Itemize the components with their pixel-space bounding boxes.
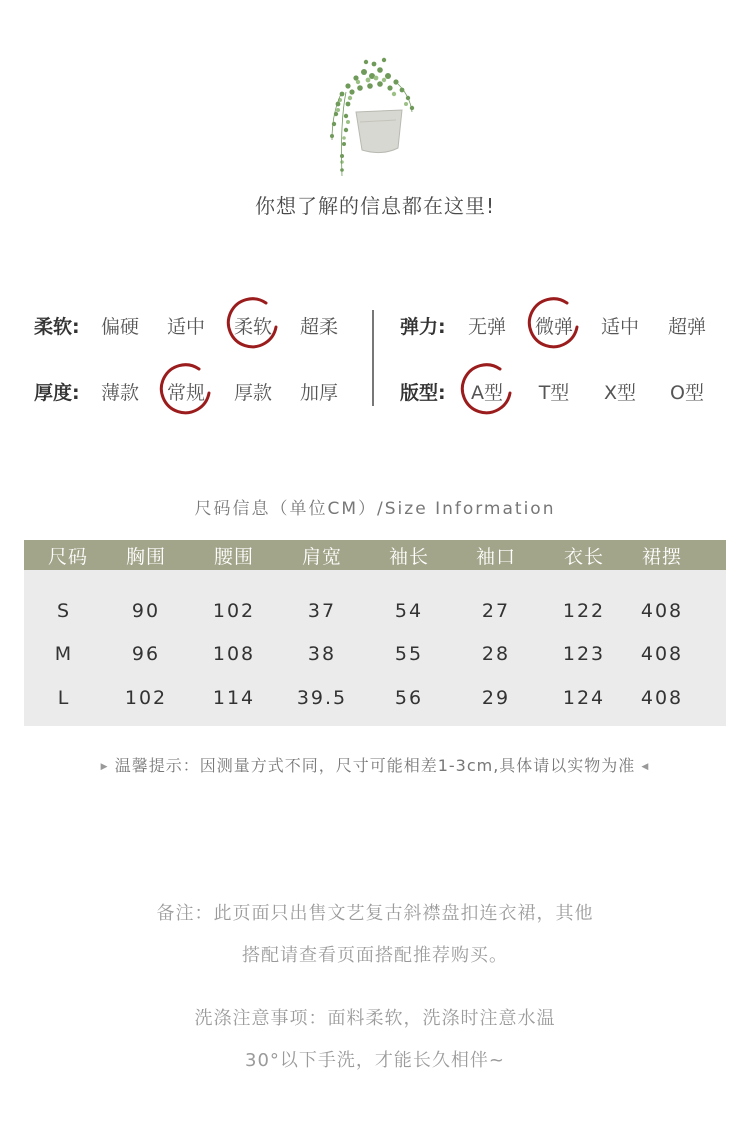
table-cell: 114 (212, 687, 256, 709)
triangle-right-icon: ▶ (100, 762, 109, 772)
measurement-tip (0, 753, 750, 776)
remark-line-2: 搭配请查看页面搭配推荐购买。 (242, 945, 508, 966)
table-cell: 29 (481, 687, 511, 709)
fit-label: 版型: (400, 382, 446, 404)
elasticity-option-1: 无弹 (467, 316, 506, 338)
table-cell: L (57, 687, 71, 709)
size-section-title: 尺码信息（单位CM）/Size Information (194, 499, 556, 519)
table-header-cell: 胸围 (125, 546, 166, 568)
measurement-tip-text: 温馨提示：因测量方式不同，尺寸可能相差1-3cm,具体请以实物为准 (114, 756, 636, 775)
table-cell: 102 (124, 687, 168, 709)
softness-option-1: 偏硬 (100, 316, 139, 338)
washing-line-1: 洗涤注意事项：面料柔软，洗涤时注意水温 (194, 1008, 556, 1029)
thickness-option-4: 加厚 (299, 382, 338, 404)
table-cell: 108 (212, 643, 256, 665)
fit-option-3: X型 (603, 382, 637, 404)
selection-circle-icon (226, 297, 280, 351)
table-header-cell: 肩宽 (301, 546, 342, 568)
table-header-cell: 袖长 (388, 546, 429, 568)
attribute-divider (372, 310, 374, 406)
table-cell: 123 (562, 643, 606, 665)
table-cell: S (56, 600, 72, 622)
thickness-option-2: 常规 (166, 382, 205, 404)
softness-option-3: 柔软 (233, 316, 272, 338)
elasticity-label: 弹力: (400, 316, 446, 338)
table-cell: 54 (394, 600, 424, 622)
potted-plant-icon (312, 52, 432, 184)
elasticity-option-2: 微弹 (534, 316, 573, 338)
softness-option-4: 超柔 (299, 316, 338, 338)
table-cell: 37 (307, 600, 337, 622)
table-header-cell: 袖口 (475, 546, 516, 568)
headline: 你想了解的信息都在这里! (254, 194, 496, 218)
thickness-label: 厚度: (34, 382, 80, 404)
washing-line-2: 30°以下手洗，才能长久相伴~ (245, 1050, 505, 1071)
selection-circle-icon (159, 363, 213, 417)
table-header-cell: 衣长 (563, 546, 604, 568)
selection-circle-icon (460, 363, 514, 417)
table-cell: 102 (212, 600, 256, 622)
table-cell: M (54, 643, 74, 665)
table-header-cell: 裙摆 (641, 546, 682, 568)
table-cell: 55 (394, 643, 424, 665)
softness-label: 柔软: (34, 316, 80, 338)
fit-option-4: O型 (670, 382, 704, 404)
table-cell: 122 (562, 600, 606, 622)
table-cell: 38 (307, 643, 337, 665)
table-cell: 124 (562, 687, 606, 709)
remark-line-1: 备注：此页面只出售文艺复古斜襟盘扣连衣裙，其他 (156, 903, 594, 924)
table-cell: 90 (131, 600, 161, 622)
triangle-left-icon: ◀ (641, 762, 650, 772)
fit-option-1: A型 (471, 382, 503, 404)
table-cell: 408 (640, 687, 684, 709)
table-header-cell: 尺码 (47, 546, 88, 568)
table-cell: 96 (131, 643, 161, 665)
table-cell: 408 (640, 600, 684, 622)
table-cell: 408 (640, 643, 684, 665)
softness-option-2: 适中 (166, 316, 205, 338)
table-cell: 28 (481, 643, 511, 665)
table-header-cell: 腰围 (213, 546, 254, 568)
table-cell: 39.5 (296, 687, 348, 709)
table-cell: 27 (481, 600, 511, 622)
fit-option-2: T型 (538, 382, 570, 404)
selection-circle-icon (527, 297, 581, 351)
elasticity-option-3: 适中 (600, 316, 639, 338)
elasticity-option-4: 超弹 (667, 316, 706, 338)
thickness-option-1: 薄款 (100, 382, 139, 404)
table-cell: 56 (394, 687, 424, 709)
thickness-option-3: 厚款 (233, 382, 272, 404)
